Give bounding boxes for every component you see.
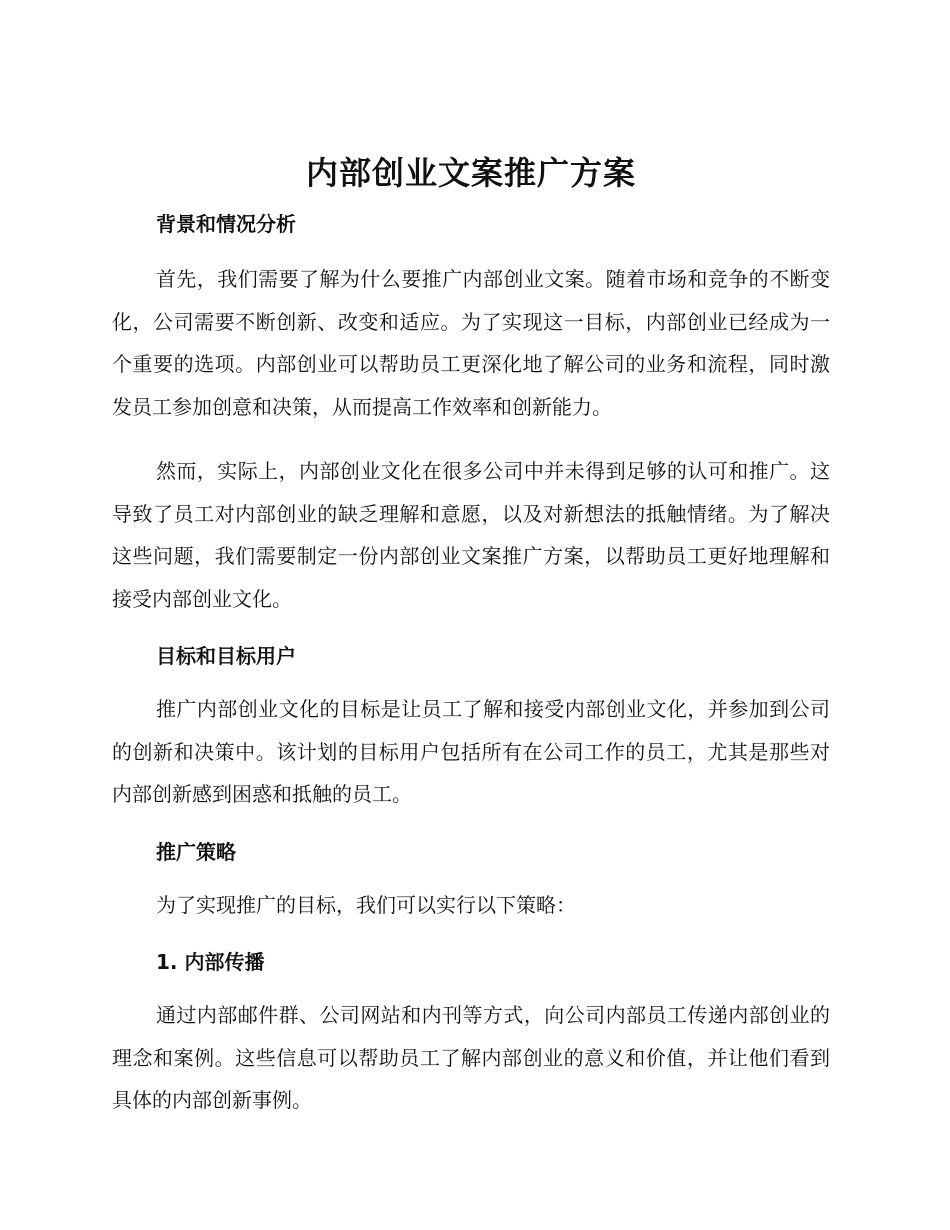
section-heading-background: 背景和情况分析 (156, 212, 296, 236)
document-page (112, 150, 830, 1144)
section-heading-internal-communication: 1. 内部传播 (156, 950, 265, 974)
paragraph-goals-1: 推广内部创业文化的目标是让员工了解和接受内部创业文化，并参加到公司的创新和决策中。该计划的目标用户包括所有在公司工作的员工，尤其是那些对内部创新感到困惑和抵触的员工。 (112, 697, 830, 806)
section-heading-strategy: 推广策略 (156, 839, 236, 864)
paragraph-internal-communication-1: 通过内部邮件群、公司网站和内刊等方式，向公司内部员工传递内部创业的理念和案例。这些信息可以帮助员工了解内部创业的意义和价值，并让他们看到具体的内部创新事例。 (112, 1003, 830, 1112)
paragraph-background-1: 首先，我们需要了解为什么要推广内部创业文案。随着市场和竞争的不断变化，公司需要不断创新、改变和适应。为了实现这一目标，内部创业已经成为一个重要的选项。内部创业可以帮助员工更深化地了解公司的业务和流程，同时激发员工参加创意和决策，从而提高工作效率和创新能力。 (112, 267, 830, 419)
paragraph-strategy-1: 为了实现推广的目标，我们可以实行以下策略： (156, 892, 576, 917)
section-heading-goals: 目标和目标用户 (156, 644, 296, 668)
paragraph-background-2: 然而，实际上，内部创业文化在很多公司中并未得到足够的认可和推广。这导致了员工对内部创业的缺乏理解和意愿，以及对新想法的抵触情绪。为了解决这些问题，我们需要制定一份内部创业文案推广方案，以帮助员工更好地理解和接受内部创业文化。 (112, 459, 830, 611)
document-title: 内部创业文案推广方案 (305, 154, 636, 192)
